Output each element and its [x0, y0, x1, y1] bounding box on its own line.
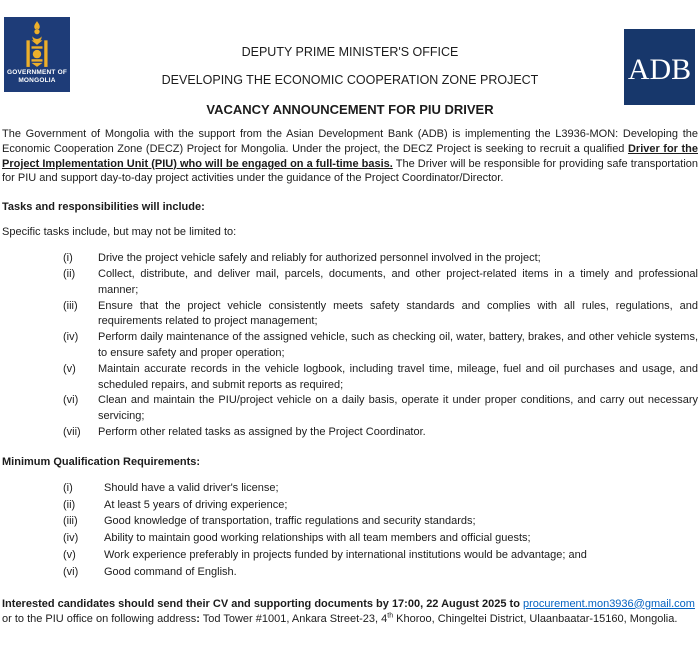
list-item-number: (i) — [63, 252, 73, 265]
page-title: VACANCY ANNOUNCEMENT FOR PIU DRIVER — [206, 102, 494, 117]
intro-text-pre: The Government of Mongolia with the support from the Asian Development Bank (ADB) is implementing the L3936-MON: Developing the Economic Cooperation Zone (DECZ) Project for Mongolia. Under the project, the DECZ Project is seeking to recruit a qualified — [2, 128, 698, 155]
closing-address-pre: Tod Tower #1001, Ankara Street-23, 4 — [199, 612, 388, 625]
list-item-text: Clean and maintain the PIU/project vehicle on a daily basis, operate it under proper conditions, and carry out necessary servicing; — [98, 394, 698, 423]
org-line-project-name: DEVELOPING THE ECONOMIC COOPERATION ZONE PROJECT — [161, 73, 539, 87]
list-item-number: (iii) — [63, 515, 78, 528]
list-item — [2, 299, 698, 331]
adb-logo-text: ADB — [627, 53, 692, 86]
list-item-number: (vi) — [63, 394, 79, 407]
intro-text-post: The Driver will be responsible for providing safe transportation for PIU and support day-to-day project activities under the guidance of the Project Coordinator/Director. — [2, 157, 699, 185]
document-header — [0, 0, 700, 118]
closing-ordinal-suffix: th — [387, 612, 394, 620]
list-item-text: Good command of English. — [104, 565, 237, 578]
list-item — [2, 362, 698, 394]
intro-bold-underline: Driver for the Project Implementation Unit (PIU) who will be engaged on a full-time basis. — [2, 142, 698, 170]
list-item-text: Drive the project vehicle safely and reliably for authorized personnel involved in the project; — [98, 252, 541, 265]
list-item-text: Should have a valid driver's license; — [104, 481, 279, 494]
government-of-mongolia-logo — [4, 17, 70, 92]
list-item-text: Maintain accurate records in the vehicle logbook, including travel time, mileage, fuel and oil purchases and usage, and scheduled repairs, and submit reports as required; — [98, 362, 698, 391]
list-item-number: (vi) — [63, 565, 79, 578]
list-item-text: At least 5 years of driving experience; — [104, 498, 288, 511]
gov-logo-text-line2: MONGOLIA — [18, 77, 56, 84]
org-line-deputy-pm-office: DEPUTY PRIME MINISTER'S OFFICE — [241, 45, 459, 59]
list-item-number: (v) — [63, 362, 76, 375]
list-item-number: (iv) — [63, 532, 79, 545]
soyombo-icon — [26, 21, 48, 67]
list-item-text: Good knowledge of transportation, traffic regulations and security standards; — [104, 515, 476, 528]
gov-logo-text-line1: GOVERNMENT OF — [6, 69, 68, 76]
list-item-text: Perform daily maintenance of the assigned vehicle, such as checking oil, water, battery, brakes, and other vehicle systems, to ensure safety and proper operation; — [98, 331, 698, 359]
list-item-number: (v) — [63, 548, 76, 561]
list-item — [2, 513, 698, 530]
closing-address-post: Khoroo, Chingeltei District, Ulaanbaatar-15160, Mongolia. — [393, 612, 678, 625]
qualifications-list — [2, 480, 698, 581]
list-item-number: (ii) — [63, 498, 76, 511]
list-item-text: Work experience preferably in projects funded by international institutions would be advantage; and — [104, 548, 587, 561]
document-body — [0, 127, 700, 627]
list-item — [2, 251, 698, 267]
tasks-list — [2, 251, 698, 441]
list-item — [2, 425, 698, 441]
list-item — [2, 530, 698, 547]
list-item-number: (ii) — [63, 267, 76, 280]
adb-logo — [624, 29, 695, 105]
list-item-number: (i) — [63, 481, 73, 494]
list-item — [2, 267, 698, 299]
list-item — [2, 497, 698, 514]
qualifications-heading: Minimum Qualification Requirements: — [2, 455, 201, 468]
list-item-number: (iv) — [63, 331, 79, 344]
list-item — [2, 480, 698, 497]
list-item-text: Perform other related tasks as assigned by the Project Coordinator. — [98, 425, 426, 438]
list-item-text: Collect, distribute, and deliver mail, parcels, documents, and other project-related items in a timely and professional manner; — [98, 267, 698, 296]
intro-paragraph — [2, 127, 698, 186]
list-item-number: (vii) — [63, 425, 81, 438]
tasks-heading: Tasks and responsibilities will include: — [2, 201, 205, 214]
tasks-lead: Specific tasks include, but may not be limited to: — [2, 226, 237, 239]
closing-mid-text: or to the PIU office on following address — [2, 612, 197, 625]
closing-colon: : — [196, 612, 200, 625]
list-item — [2, 547, 698, 564]
list-item — [2, 330, 698, 362]
list-item-text: Ensure that the project vehicle consistently meets safety standards and complies with all rules, regulations, and requirements related to project management; — [98, 299, 698, 328]
list-item-number: (iii) — [63, 299, 78, 312]
closing-bold-intro: Interested candidates should send their CV and supporting documents by 17:00, 22 August 2025 to — [2, 597, 523, 610]
list-item-text: Ability to maintain good working relationships with all team members and official guests; — [104, 532, 531, 545]
application-instructions-paragraph — [2, 597, 698, 627]
application-email-link[interactable]: procurement.mon3936@gmail.com — [522, 597, 695, 610]
list-item — [2, 393, 698, 425]
list-item — [2, 564, 698, 581]
